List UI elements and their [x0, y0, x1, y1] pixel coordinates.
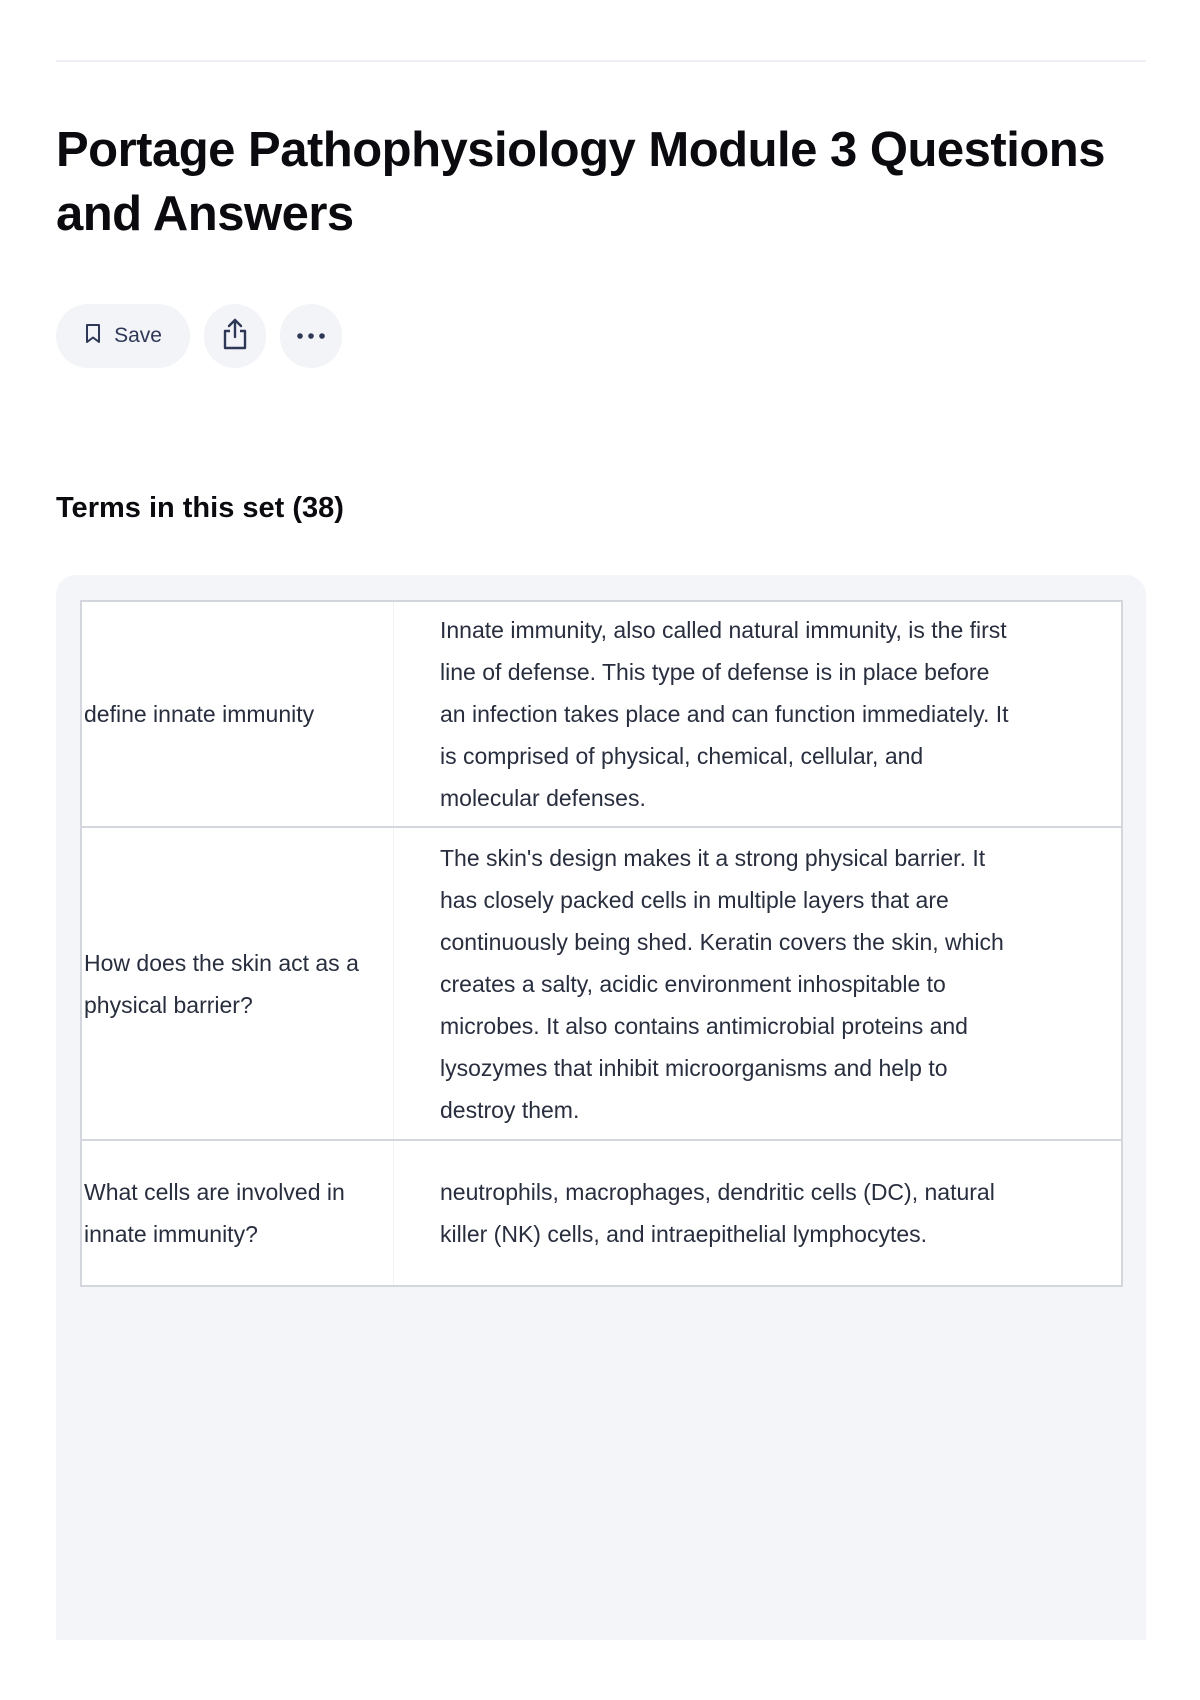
share-icon: [221, 317, 249, 356]
page-title: Portage Pathophysiology Module 3 Questions and Answers: [56, 123, 1105, 241]
more-options-button[interactable]: [280, 304, 342, 368]
top-divider: [56, 60, 1146, 62]
definition-cell: [394, 1141, 1121, 1285]
term-text: define innate immunity: [84, 701, 315, 727]
term-cell: [82, 1141, 394, 1285]
term-cell: [82, 602, 394, 826]
definition-cell: [394, 602, 1121, 826]
term-text: How does the skin act as a physical barrier?: [84, 949, 359, 1018]
definition-cell: [394, 828, 1121, 1139]
term-cell: [82, 828, 394, 1139]
share-button[interactable]: [204, 304, 266, 368]
terms-table: [80, 600, 1123, 1287]
table-row: [82, 828, 1121, 1141]
term-text: What cells are involved in innate immunity?: [84, 1179, 345, 1247]
table-row: [82, 1141, 1121, 1285]
terms-heading: Terms in this set (38): [56, 492, 344, 524]
definition-text: neutrophils, macrophages, dendritic cells (DC), natural killer (NK) cells, and intraepithelial lymphocytes.: [440, 1179, 995, 1247]
action-bar: [56, 304, 356, 368]
table-row: [82, 602, 1121, 828]
save-button-label: Save: [114, 324, 162, 347]
definition-text: Innate immunity, also called natural immunity, is the first line of defense. This type of defense is in place before an infection takes place and can function immediately. It is comprised of physical, chemical, cellular, and molecular defenses.: [440, 617, 1009, 811]
more-options-icon: [296, 327, 326, 345]
bookmark-icon: [84, 323, 102, 350]
definition-text: The skin's design makes it a strong physical barrier. It has closely packed cells in multiple layers that are continuously being shed. Keratin covers the skin, which creates a salty, acidic environment inhospitable to microbes. It also contains antimicrobial proteins and lysozymes that inhibit microorganisms and help to destroy them.: [440, 844, 1004, 1123]
save-button[interactable]: [56, 304, 190, 368]
